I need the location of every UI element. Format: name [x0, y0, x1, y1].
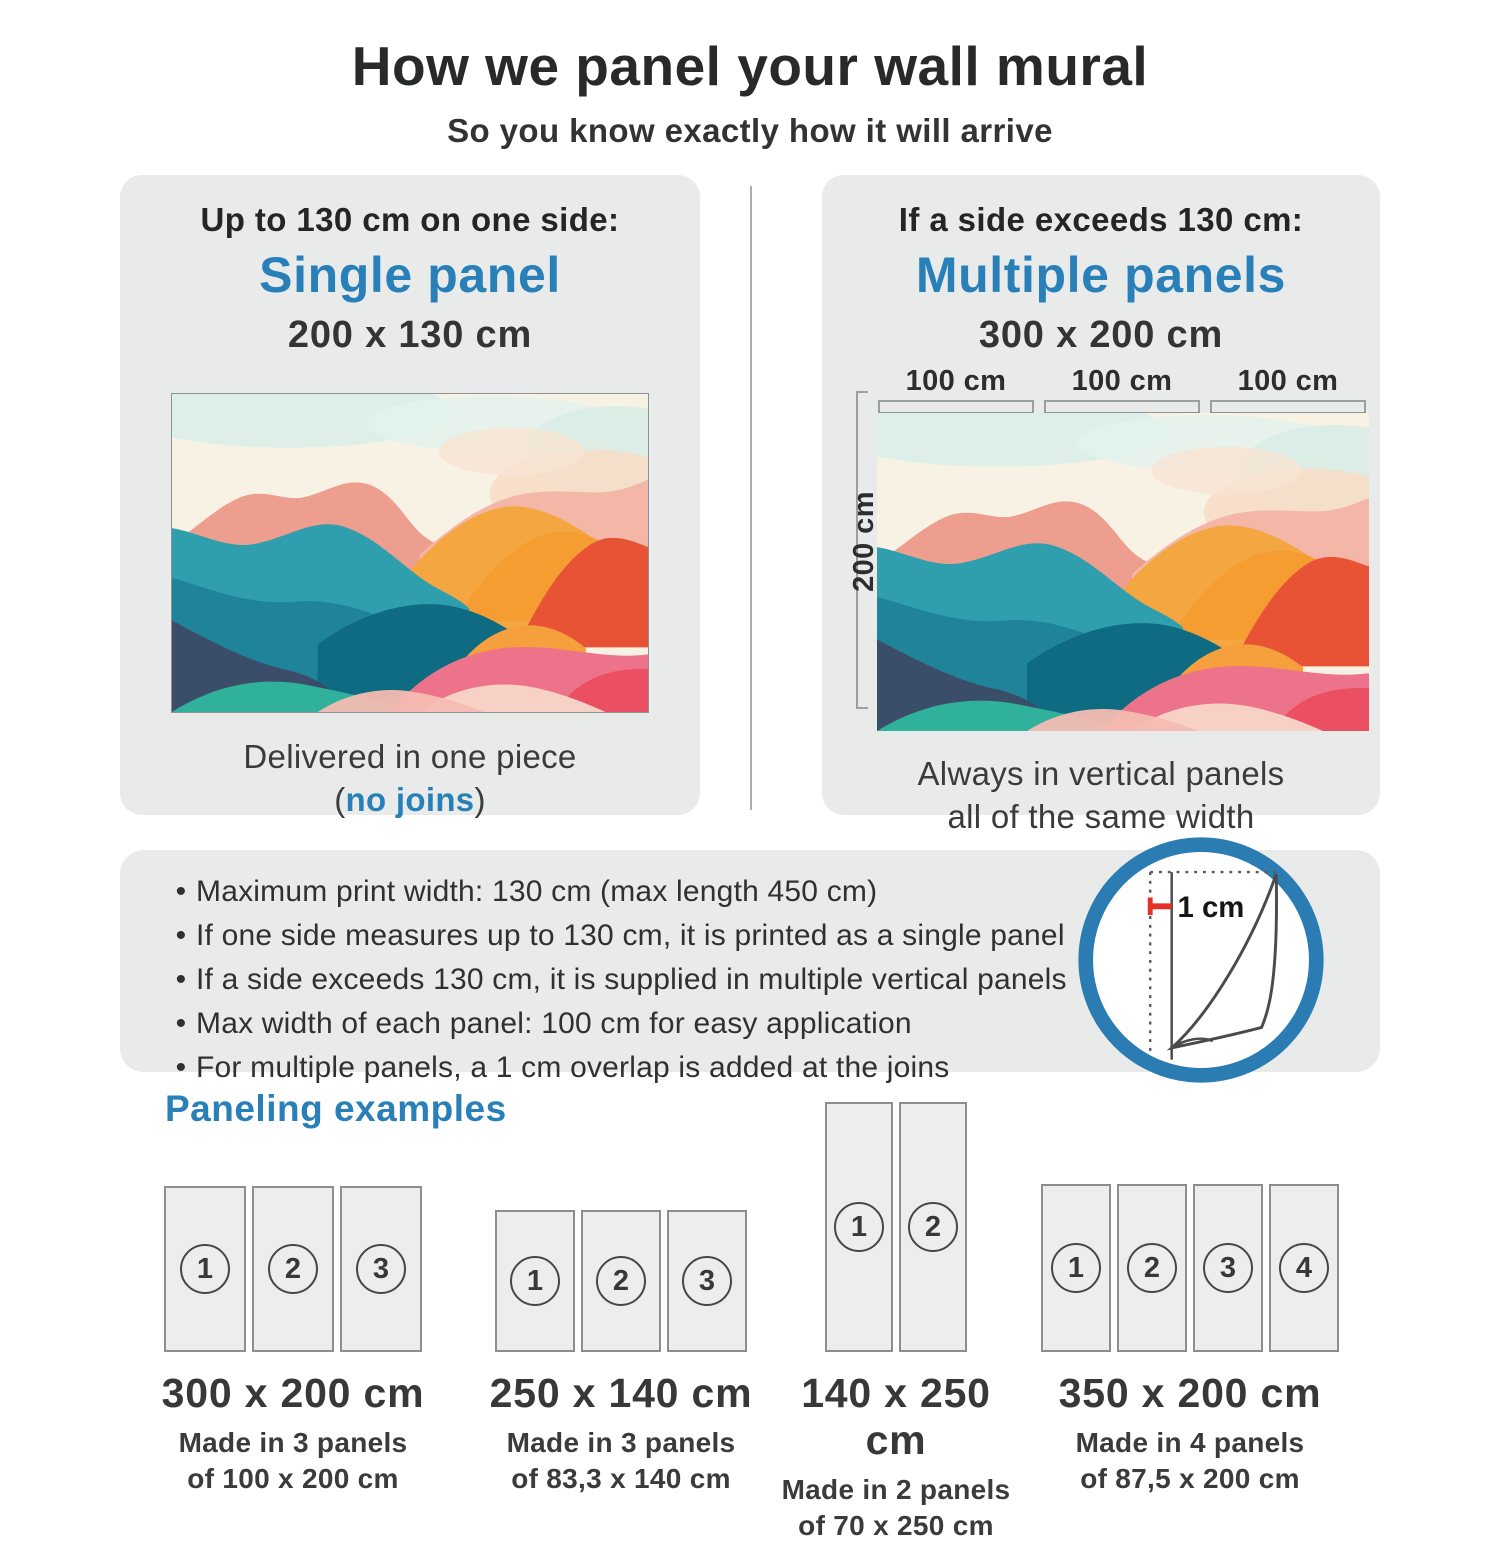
example-panels: [766, 1102, 1026, 1352]
example-panel: [899, 1102, 967, 1352]
panel-number-badge: 2: [908, 1202, 958, 1252]
example-block-250x140: [456, 1210, 786, 1498]
example-panel: [252, 1186, 334, 1352]
footer-line: Delivered in one piece: [243, 737, 577, 775]
measure-bracket: [1210, 400, 1366, 412]
panel-number-badge: 3: [356, 1244, 406, 1294]
page-curl-icon: [1074, 833, 1328, 1087]
examples-heading: Paneling examples: [165, 1088, 507, 1129]
width-measure-brackets: [878, 400, 1366, 412]
overlap-icon: [1074, 833, 1328, 1087]
measure-bracket: [1044, 400, 1200, 412]
width-label: 100 cm: [1237, 364, 1339, 397]
panel-number-badge: 4: [1279, 1243, 1329, 1293]
example-size: 350 x 200 cm: [1058, 1370, 1322, 1416]
paren-close: ): [474, 781, 486, 819]
spec-bullet-text: Maximum print width: 130 cm (max length 450 cm): [196, 875, 878, 908]
example-panel: [495, 1210, 575, 1352]
width-labels: [878, 365, 1366, 398]
mural-panel-3: [1210, 412, 1366, 730]
measure-zone: [847, 364, 1366, 730]
example-made: Made in 3 panels: [178, 1427, 408, 1458]
paren-open: (: [334, 781, 346, 819]
example-panel: [1041, 1184, 1111, 1352]
spec-bullet: [166, 918, 1116, 953]
panel-number-badge: 1: [1051, 1243, 1101, 1293]
card-condition: Up to 130 cm on one side:: [200, 201, 620, 238]
spec-bullet-text: If one side measures up to 130 cm, it is printed as a single panel: [196, 919, 1065, 952]
example-of: of 83,3 x 140 cm: [511, 1463, 731, 1495]
panel-number-badge: 2: [268, 1244, 318, 1294]
example-made: Made in 2 panels: [781, 1474, 1011, 1505]
spec-bullet: [166, 874, 1116, 909]
spec-bullet-text: Max width of each panel: 100 cm for easy application: [196, 1007, 912, 1040]
example-block-350x200: [1025, 1184, 1355, 1498]
footer-line: all of the same width: [947, 798, 1255, 836]
measure-bracket: [878, 400, 1034, 412]
panel-number-badge: 1: [834, 1202, 884, 1252]
example-panels: [456, 1210, 786, 1352]
spec-bullet-text: If a side exceeds 130 cm, it is supplied in multiple vertical panels: [196, 963, 1067, 996]
card-name: Multiple panels: [915, 247, 1287, 303]
example-panel: [1117, 1184, 1187, 1352]
bullet-dot-icon: •: [175, 1007, 187, 1040]
card-footer: [822, 752, 1380, 839]
example-panel: [164, 1186, 246, 1352]
example-panel: [581, 1210, 661, 1352]
bullet-dot-icon: •: [175, 1051, 187, 1084]
example-made: Made in 3 panels: [506, 1427, 736, 1458]
header: [0, 34, 1500, 150]
bullet-dot-icon: •: [175, 919, 187, 952]
height-label: 200 cm: [847, 490, 880, 592]
example-made: Made in 4 panels: [1075, 1427, 1305, 1458]
example-panel: [1269, 1184, 1339, 1352]
no-joins-highlight: no joins: [345, 781, 475, 819]
example-size: 250 x 140 cm: [489, 1370, 753, 1416]
example-size: 300 x 200 cm: [161, 1370, 425, 1416]
card-size: 200 x 130 cm: [287, 313, 533, 356]
example-panel: [1193, 1184, 1263, 1352]
example-panel: [340, 1186, 422, 1352]
mural-image-single: [171, 393, 649, 713]
example-block-140x250: [766, 1102, 1026, 1545]
example-block-300x200: [138, 1186, 448, 1498]
panel-number-badge: 3: [682, 1256, 732, 1306]
page-title: How we panel your wall mural: [351, 35, 1149, 97]
page-subtitle: So you know exactly how it will arrive: [447, 112, 1053, 149]
example-of: of 100 x 200 cm: [187, 1463, 399, 1495]
panel-number-badge: 1: [180, 1244, 230, 1294]
panel-number-badge: 2: [596, 1256, 646, 1306]
width-label: 100 cm: [905, 364, 1007, 397]
single-panel-card: [120, 175, 700, 819]
example-size: 140 x 250 cm: [801, 1370, 991, 1463]
overlap-label: 1 cm: [1177, 891, 1245, 925]
spec-bullet: [166, 1050, 1116, 1085]
mural-artwork: [877, 413, 1367, 731]
footer-line: Always in vertical panels: [917, 754, 1285, 792]
card-footer: [120, 735, 700, 822]
panel-number-badge: 3: [1203, 1243, 1253, 1293]
mural-artwork: [172, 394, 648, 712]
multiple-panels-card: [822, 175, 1380, 836]
spec-bullet-text: For multiple panels, a 1 cm overlap is added at the joins: [196, 1051, 950, 1084]
panel-number-badge: 1: [510, 1256, 560, 1306]
cards-divider: [750, 186, 752, 810]
spec-bullet: [166, 962, 1116, 997]
mural-panels-strip: [878, 412, 1366, 730]
card-size: 300 x 200 cm: [978, 313, 1224, 356]
card-name: Single panel: [259, 247, 561, 303]
example-panels: [138, 1186, 448, 1352]
example-panel: [667, 1210, 747, 1352]
example-of: of 87,5 x 200 cm: [1080, 1463, 1300, 1495]
card-condition: If a side exceeds 130 cm:: [898, 201, 1304, 238]
panel-number-badge: 2: [1127, 1243, 1177, 1293]
bullet-dot-icon: •: [175, 963, 187, 996]
example-panels: [1025, 1184, 1355, 1352]
width-label: 100 cm: [1071, 364, 1173, 397]
spec-bullet: [166, 1006, 1116, 1041]
example-panel: [825, 1102, 893, 1352]
bullet-dot-icon: •: [175, 875, 187, 908]
example-of: of 70 x 250 cm: [798, 1510, 994, 1542]
